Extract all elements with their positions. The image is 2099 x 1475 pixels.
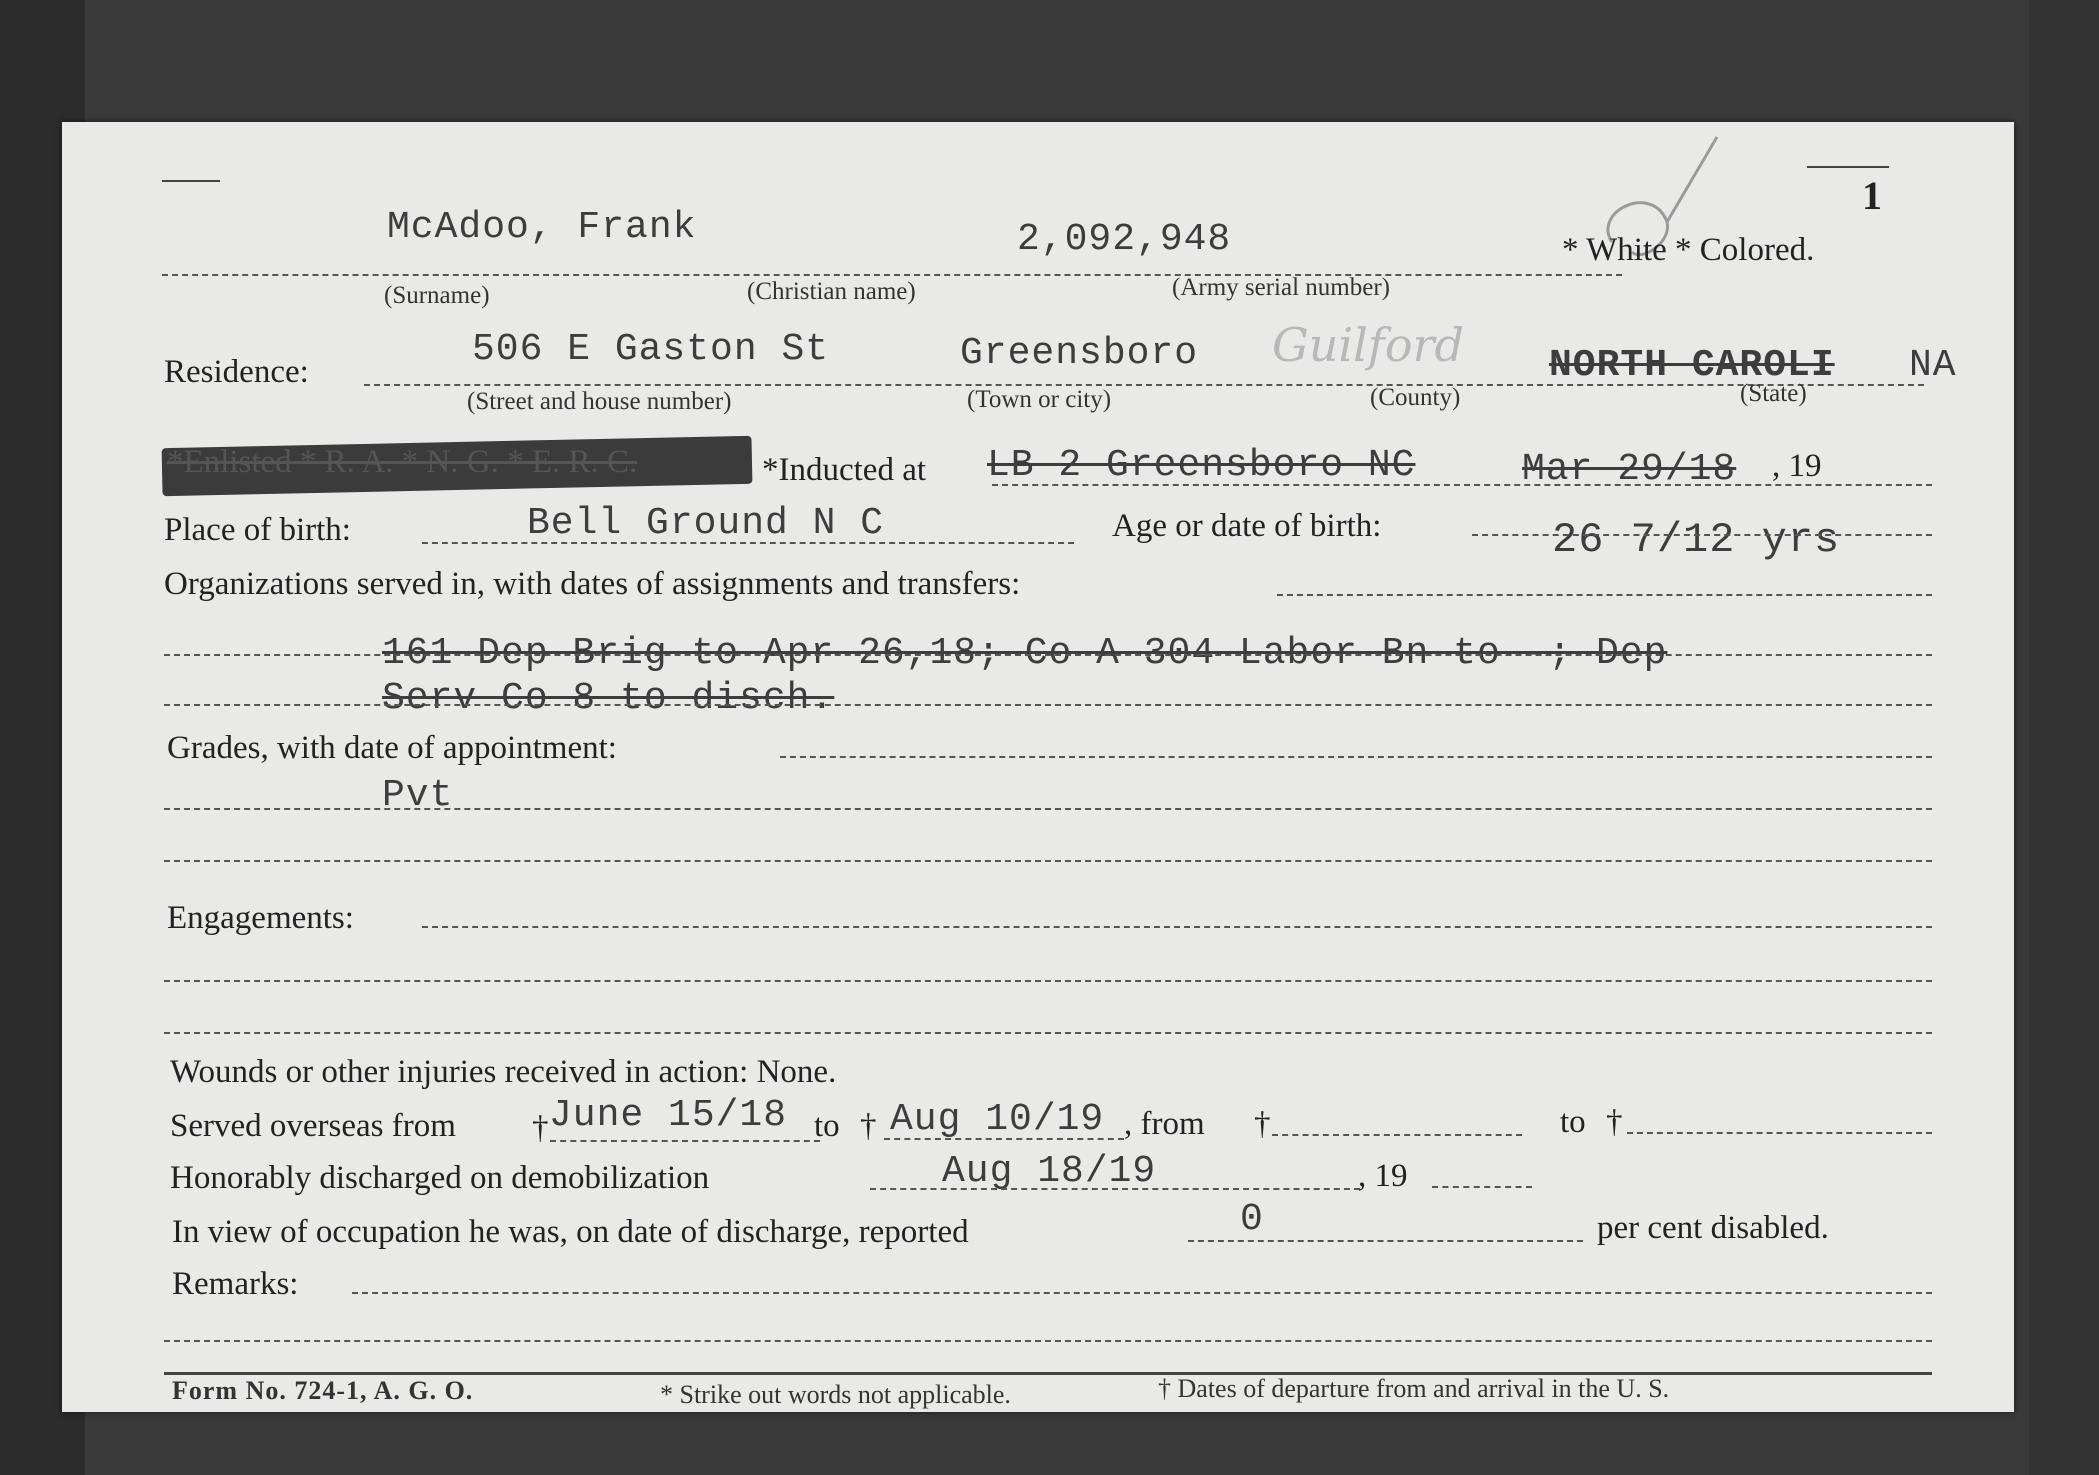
residence-town: Greensboro — [960, 332, 1199, 375]
overseas-to-label: to — [814, 1108, 840, 1144]
overseas-from-value: June 15/18 — [549, 1094, 788, 1137]
footnote-strike-out: * Strike out words not applicable. — [660, 1380, 1011, 1409]
serial-number-value: 2,092,948 — [1017, 218, 1232, 261]
disability-value: 0 — [1240, 1198, 1264, 1241]
disability-suffix: per cent disabled. — [1597, 1210, 1829, 1246]
name-line — [162, 274, 1622, 276]
inducted-date: Mar 29/18 — [1522, 448, 1737, 491]
inducted-line — [992, 484, 1932, 486]
top-left-mark — [162, 180, 220, 182]
disability-label: In view of occupation he was, on date of discharge, reported — [172, 1214, 969, 1250]
overseas-label: Served overseas from — [170, 1108, 456, 1144]
discharge-value: Aug 18/19 — [942, 1150, 1157, 1193]
surname-value: McAdoo, Frank — [387, 206, 697, 249]
overseas-from-line — [550, 1140, 820, 1142]
overseas-from2-line — [1272, 1134, 1522, 1136]
overseas-from2-label: , from — [1124, 1106, 1205, 1142]
residence-state: NORTH CAROLI — [1549, 344, 1835, 387]
grades-label: Grades, with date of appointment: — [167, 730, 617, 766]
sheet-number: 1 — [1862, 173, 1882, 218]
organizations-line-1: 161 Dep Brig to Apr 26,18; Co A 304 Labor Bn to -; Dep — [382, 632, 1668, 675]
caption-state: (State) — [1740, 380, 1807, 407]
residence-label: Residence: — [164, 354, 309, 390]
grades-rule-1 — [164, 808, 1932, 810]
sheet-number-rule — [1807, 166, 1889, 168]
inducted-year-suffix: , 19 — [1772, 448, 1822, 484]
inducted-location: LB 2 Greensboro NC — [987, 444, 1416, 487]
disability-line — [1188, 1240, 1583, 1242]
discharge-line — [870, 1188, 1360, 1190]
engagements-header-line — [422, 926, 1932, 928]
caption-surname: (Surname) — [384, 282, 490, 309]
age-line — [1472, 534, 1932, 536]
remarks-line-2 — [164, 1340, 1932, 1342]
grades-rule-2 — [164, 860, 1932, 862]
residence-state-continued: NA — [1909, 344, 1957, 387]
overseas-to-value: Aug 10/19 — [890, 1098, 1105, 1141]
overseas-from2-dagger: † — [1254, 1106, 1271, 1142]
age-label: Age or date of birth: — [1112, 508, 1382, 544]
discharge-year-suffix: , 19 — [1358, 1158, 1408, 1194]
discharge-year-line — [1432, 1186, 1532, 1188]
engagements-rule-2 — [164, 1032, 1932, 1034]
caption-county: (County) — [1370, 384, 1461, 411]
footnote-dates: † Dates of departure from and arrival in the U. S. — [1158, 1374, 1670, 1403]
wounds-label: Wounds or other injuries received in action: None. — [170, 1054, 837, 1090]
engagements-label: Engagements: — [167, 900, 354, 936]
enlisted-options: *Enlisted * R. A. * N. G. * E. R. C. — [167, 444, 638, 480]
overseas-to-dagger: † — [860, 1108, 877, 1144]
remarks-label: Remarks: — [172, 1266, 299, 1302]
race-options: * White * Colored. — [1562, 232, 1815, 268]
residence-line — [364, 384, 1924, 386]
service-record-card — [62, 122, 2014, 1412]
residence-street: 506 E Gaston St — [472, 328, 830, 371]
overseas-to2-label: to — [1560, 1104, 1586, 1140]
birthplace-line — [422, 542, 1074, 544]
caption-town: (Town or city) — [967, 386, 1112, 413]
residence-county-handwritten: Guilford — [1272, 318, 1464, 372]
scan-background-right — [2029, 0, 2099, 1475]
caption-army-serial: (Army serial number) — [1172, 274, 1390, 301]
age-value: 26 7/12 yrs — [1552, 516, 1841, 564]
discharge-label: Honorably discharged on demobilization — [170, 1160, 710, 1196]
overseas-to2-dagger: † — [1606, 1104, 1623, 1140]
remarks-line-1 — [352, 1292, 1932, 1294]
overseas-to2-line — [1627, 1132, 1932, 1134]
birthplace-value: Bell Ground N C — [527, 502, 885, 545]
engagements-rule-1 — [164, 980, 1932, 982]
organizations-line-2: Serv Co 8 to disch. — [382, 677, 835, 720]
grades-value: Pvt — [382, 774, 454, 817]
overseas-to-line — [884, 1138, 1124, 1140]
grades-header-line — [780, 756, 1932, 758]
inducted-label: *Inducted at — [762, 452, 927, 488]
organizations-rule-2 — [164, 704, 1932, 706]
form-number: Form No. 724-1, A. G. O. — [172, 1376, 474, 1405]
organizations-rule-1 — [164, 654, 1932, 656]
caption-street: (Street and house number) — [467, 388, 732, 415]
birthplace-label: Place of birth: — [164, 512, 351, 548]
organizations-header-line — [1277, 594, 1932, 596]
caption-christian-name: (Christian name) — [747, 278, 916, 305]
organizations-label: Organizations served in, with dates of assignments and transfers: — [164, 566, 1021, 602]
overseas-from-dagger: † — [532, 1110, 549, 1146]
